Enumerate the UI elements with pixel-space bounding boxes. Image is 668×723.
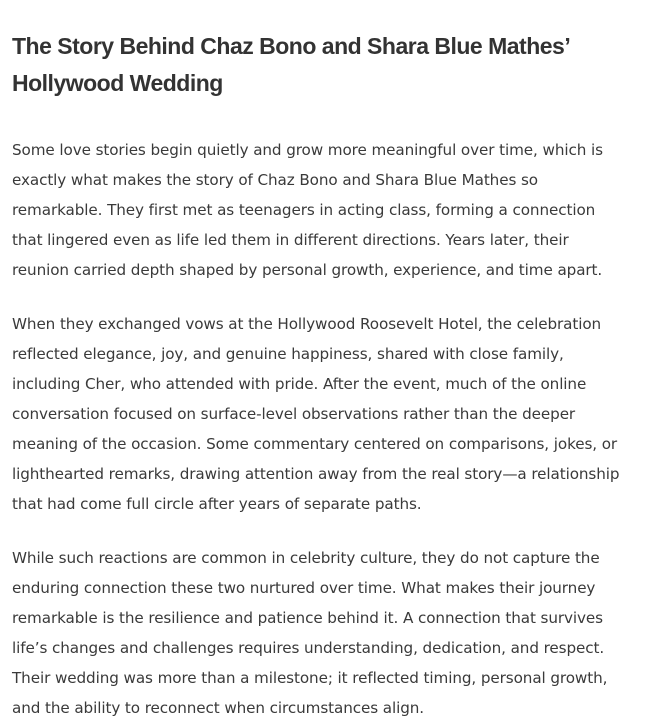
paragraph-line: When they exchanged vows at the Hollywood Roosevelt Hotel, the celebration — [12, 315, 602, 333]
paragraph-line: Some love stories begin quietly and grow more meaningful over time, which is — [12, 141, 603, 159]
paragraph-line: exactly what makes the story of Chaz Bono and Shara Blue Mathes so — [12, 171, 538, 189]
paragraph-line: meaning of the occasion. Some commentary centered on comparisons, jokes, or — [12, 435, 618, 453]
article — [12, 28, 660, 723]
title-line: Hollywood Wedding — [12, 70, 223, 96]
paragraph-line: reflected elegance, joy, and genuine happiness, shared with close family, — [12, 345, 564, 363]
paragraph-line: reunion carried depth shaped by personal growth, experience, and time apart. — [12, 261, 603, 279]
paragraph-line: remarkable. They first met as teenagers in acting class, forming a connection — [12, 201, 596, 219]
paragraph-line: lighthearted remarks, drawing attention away from the real story—a relationship — [12, 465, 620, 483]
article-title — [12, 28, 660, 102]
paragraph-line: enduring connection these two nurtured over time. What makes their journey — [12, 579, 596, 597]
paragraph-line: and the ability to reconnect when circumstances align. — [12, 699, 424, 717]
paragraph-line: life’s changes and challenges requires understanding, dedication, and respect. — [12, 639, 605, 657]
paragraph-line: Their wedding was more than a milestone; it reflected timing, personal growth, — [12, 669, 608, 687]
paragraph-line: conversation focused on surface-level observations rather than the deeper — [12, 405, 576, 423]
paragraph-line: including Cher, who attended with pride. After the event, much of the online — [12, 375, 587, 393]
article-body — [12, 135, 660, 723]
paragraph-1 — [12, 135, 660, 285]
paragraph-line: While such reactions are common in celebrity culture, they do not capture the — [12, 549, 600, 567]
paragraph-line: that lingered even as life led them in different directions. Years later, their — [12, 231, 569, 249]
title-line: The Story Behind Chaz Bono and Shara Blue Mathes’ — [12, 33, 571, 59]
paragraph-2 — [12, 309, 660, 519]
paragraph-line: that had come full circle after years of separate paths. — [12, 495, 422, 513]
paragraph-3 — [12, 543, 660, 723]
paragraph-line: remarkable is the resilience and patience behind it. A connection that survives — [12, 609, 603, 627]
